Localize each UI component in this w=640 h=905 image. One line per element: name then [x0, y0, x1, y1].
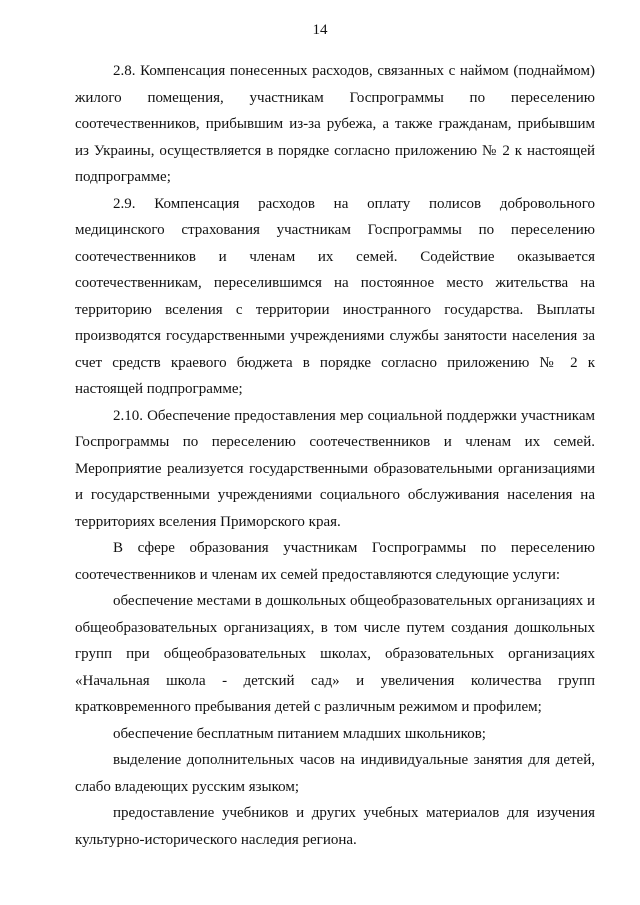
paragraph-2-9: 2.9. Компенсация расходов на оплату полисов добровольного медицинского страхования участникам Госпрограммы по переселению соотечественников и членам их семей. Содействие оказывается соотечественникам, переселившимся на постоянное место жительства на территорию вселения с территории иностранного государства. Выплаты производятся государственными учреждениями службы занятости населения за счет средств краевого бюджета в порядке согласно приложению № 2 к настоящей подпрограмме; [75, 195, 595, 397]
paragraph-education-intro: В сфере образования участникам Госпрограммы по переселению соотечественников и членам их семей предоставляются следующие услуги: [75, 540, 595, 583]
paragraph-2-8: 2.8. Компенсация понесенных расходов, связанных с наймом (поднаймом) жилого помещения, участникам Госпрограммы по переселению соотечественников, прибывшим из-за рубежа, а также гражданам, прибывшим из Украины, осуществляется в порядке согласно приложению № 2 к настоящей подпрограмме; [75, 63, 595, 185]
paragraph-2-10: 2.10. Обеспечение предоставления мер социальной поддержки участникам Госпрограммы по переселению соотечественников и членам их семей. Мероприятие реализуется государственными образовательными организациями и государственными учреждениями социального обслуживания населения на территориях вселения Приморского края. [75, 407, 595, 530]
list-item-extra-hours: выделение дополнительных часов на индивидуальные занятия для детей, слабо владеющих русским языком; [75, 752, 595, 795]
list-item-free-meals: обеспечение бесплатным питанием младших школьников; [113, 725, 486, 742]
list-item-preschool-places: обеспечение местами в дошкольных общеобразовательных организациях и общеобразовательных организациях, в том числе путем создания дошкольных групп при общеобразовательных школах, образовательных организациях «Начальная школа - детский сад» и увеличения количества групп кратковременного пребывания детей с различным режимом и профилем; [75, 593, 595, 715]
page-number: 14 [312, 22, 328, 38]
document-body [75, 58, 595, 853]
list-item-textbooks: предоставление учебников и других учебных материалов для изучения культурно-исторического наследия региона. [75, 805, 595, 848]
